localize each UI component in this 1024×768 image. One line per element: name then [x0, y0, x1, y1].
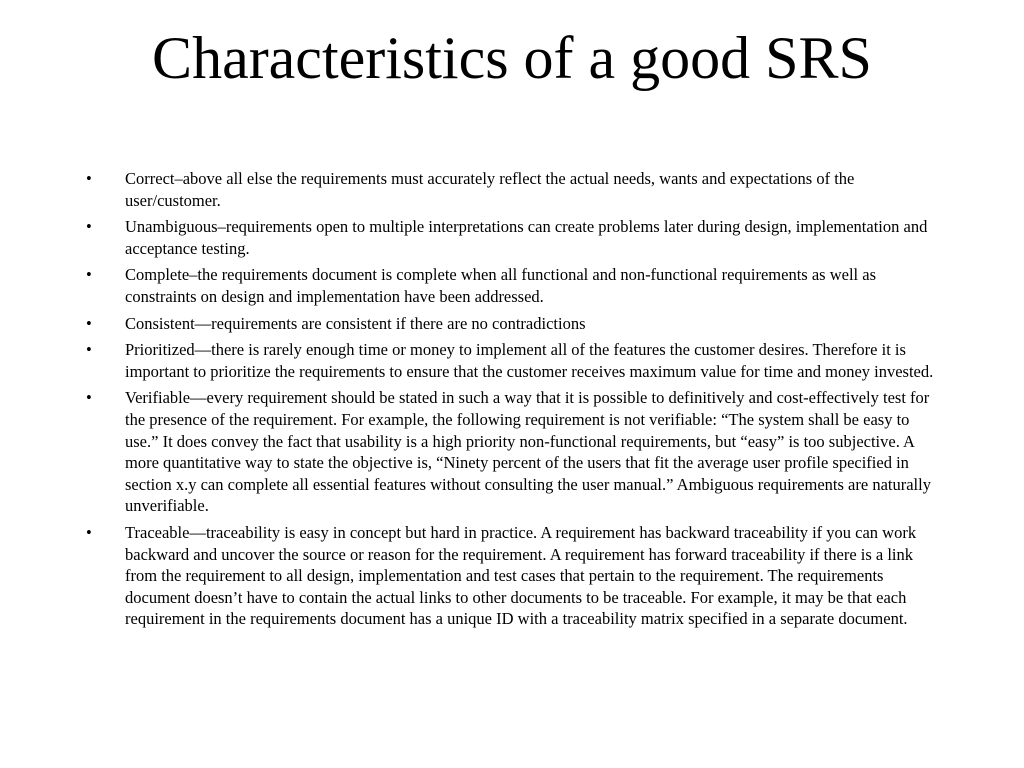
bullet-text: Consistent—requirements are consistent if there are no contradictions	[125, 313, 586, 333]
bullet-dot-icon: •	[86, 340, 92, 360]
bullet-dot-icon: •	[86, 265, 92, 285]
bullet-unambiguous	[0, 216, 940, 259]
bullet-consistent	[0, 313, 940, 335]
bullet-prioritized	[0, 339, 940, 382]
bullet-list	[0, 168, 1024, 635]
bullet-text: Unambiguous–requirements open to multiple interpretations can create problems later during design, implementation and acceptance testing.	[125, 217, 928, 258]
slide-title: Characteristics of a good SRS	[152, 25, 872, 91]
bullet-text: Verifiable—every requirement should be stated in such a way that it is possible to definitively and cost-effectively test for the presence of the requirement. For example, the following requirement is not verifiable: “The system shall be easy to use.” It does convey the fact that usability is a high priority non-functional requirements, but “easy” is too subjective. A more quantitative way to state the objective is, “Ninety percent of the users that fit the average user profile specified in section x.y can complete all essential features without consulting the user manual.” Ambiguous requirements are naturally unverifiable.	[125, 388, 931, 516]
bullet-dot-icon: •	[86, 522, 92, 542]
bullet-dot-icon: •	[86, 169, 92, 188]
bullet-complete	[0, 264, 940, 307]
bullet-text: Traceable—traceability is easy in concept but hard in practice. A requirement has backward traceability if you can work backward and uncover the source or reason for the requirement. A requirement has forward traceability if there is a link from the requirement to all design, implementation and test cases that pertain to the requirement. The requirements document doesn’t have to contain the actual links to other documents to be traceable. For example, it may be that each requirement in the requirements document has a unique ID with a traceability matrix specified in a separate document.	[125, 522, 917, 629]
bullet-text: Prioritized—there is rarely enough time or money to implement all of the features the customer desires. Therefore it is important to prioritize the requirements to ensure that the customer receives maximum value for time and money invested.	[125, 340, 934, 381]
bullet-dot-icon: •	[86, 313, 92, 333]
bullet-dot-icon: •	[86, 217, 92, 237]
bullet-dot-icon: •	[86, 388, 92, 408]
bullet-text: Correct–above all else the requirements must accurately reflect the actual needs, wants and expectations of the user/customer.	[125, 169, 855, 210]
bullet-correct	[0, 168, 940, 211]
bullet-verifiable	[0, 387, 940, 517]
bullet-traceable	[0, 522, 940, 630]
bullet-text: Complete–the requirements document is complete when all functional and non-functional requirements as well as constraints on design and implementation have been addressed.	[125, 265, 876, 306]
